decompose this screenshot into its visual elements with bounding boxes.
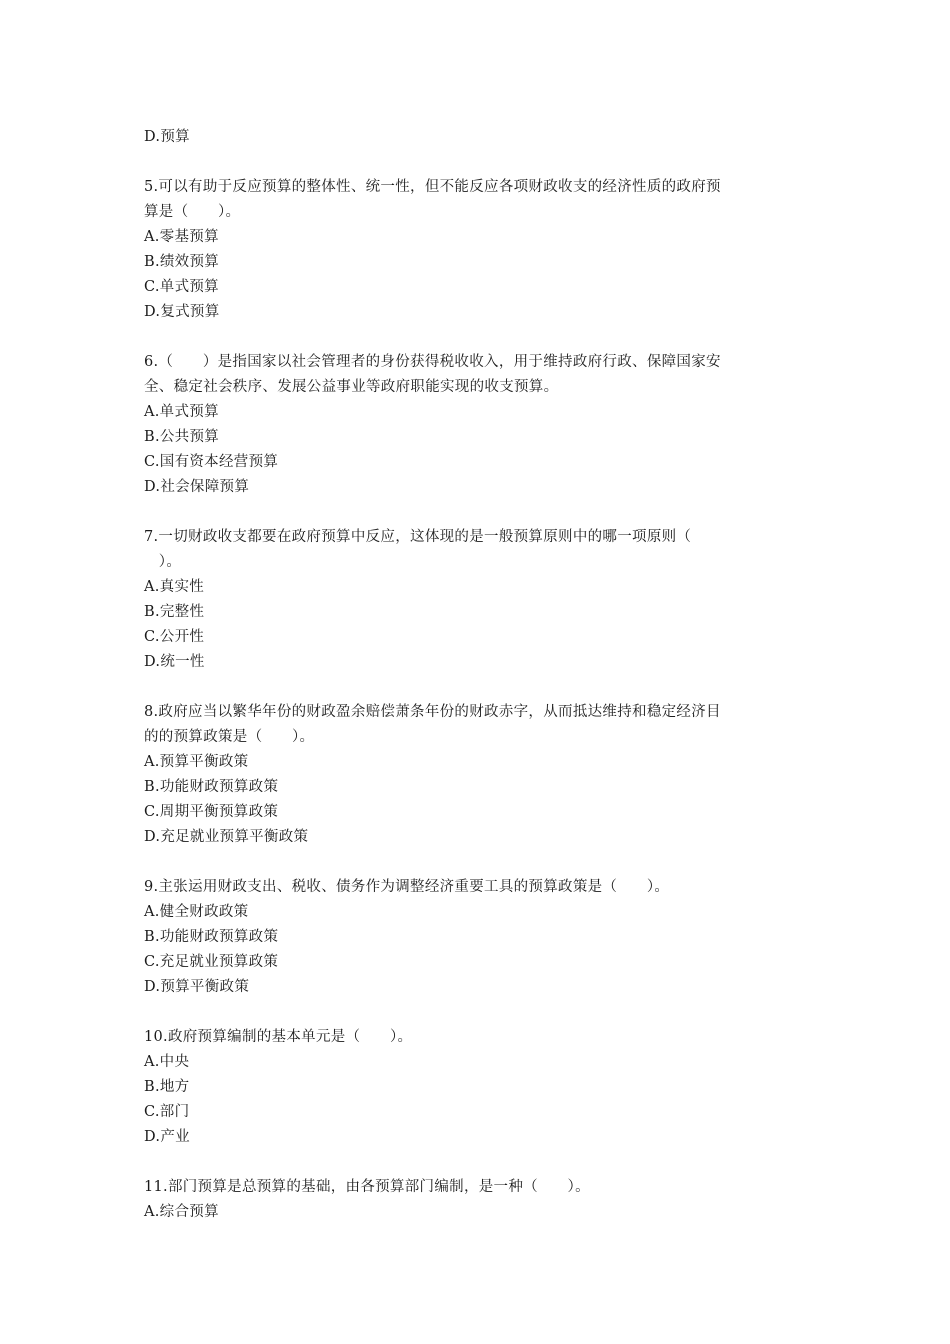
answer-option: A.预算平衡政策 (144, 754, 249, 770)
question-stem-line: 全、稳定社会秩序、发展公益事业等政府职能实现的收支预算。 (144, 379, 559, 395)
answer-option: B.公共预算 (144, 429, 220, 445)
question-stem-line: 8.政府应当以繁华年份的财政盈余赔偿萧条年份的财政赤字，从而抵达维持和稳定经济目 (144, 704, 721, 720)
answer-option: C.周期平衡预算政策 (144, 804, 279, 820)
question-stem-line: 7.一切财政收支都要在政府预算中反应，这体现的是一般预算原则中的哪一项原则（ (144, 529, 692, 545)
question-block (144, 875, 804, 1000)
answer-option: A.综合预算 (144, 1204, 219, 1220)
question-block (144, 1175, 804, 1225)
question-stem-line: 9.主张运用财政支出、税收、债务作为调整经济重要工具的预算政策是（ ）。 (144, 879, 670, 895)
answer-option: C.部门 (144, 1104, 190, 1120)
leading-option: D.预算 (144, 129, 190, 145)
answer-option: D.预算平衡政策 (144, 979, 250, 995)
question-stem-line: ）。 (144, 554, 182, 570)
question-stem-line: 10.政府预算编制的基本单元是（ ）。 (144, 1029, 413, 1045)
question-block (144, 525, 804, 675)
answer-option: D.复式预算 (144, 304, 220, 320)
answer-option: B.地方 (144, 1079, 190, 1095)
document-content (144, 125, 804, 1225)
question-block (144, 175, 804, 325)
answer-option: A.零基预算 (144, 229, 219, 245)
answer-option: D.社会保障预算 (144, 479, 250, 495)
question-stem-line: 算是（ ）。 (144, 204, 241, 220)
answer-option: B.绩效预算 (144, 254, 220, 270)
answer-option: C.充足就业预算政策 (144, 954, 279, 970)
answer-option: A.中央 (144, 1054, 190, 1070)
question-stem-line: 11.部门预算是总预算的基础，由各预算部门编制，是一种（ ）。 (144, 1179, 590, 1195)
answer-option: D.充足就业预算平衡政策 (144, 829, 309, 845)
question-block (144, 350, 804, 500)
question-stem-line: 6.（ ）是指国家以社会管理者的身份获得税收收入，用于维持政府行政、保障国家安 (144, 354, 721, 370)
answer-option: C.单式预算 (144, 279, 219, 295)
question-list (144, 175, 804, 1225)
answer-option: A.健全财政政策 (144, 904, 249, 920)
answer-option: B.完整性 (144, 604, 205, 620)
question-stem-line: 的的预算政策是（ ）。 (144, 729, 315, 745)
answer-option: A.单式预算 (144, 404, 219, 420)
answer-option: D.统一性 (144, 654, 205, 670)
answer-option: A.真实性 (144, 579, 205, 595)
answer-option: D.产业 (144, 1129, 190, 1145)
answer-option: B.功能财政预算政策 (144, 929, 279, 945)
question-stem-line: 5.可以有助于反应预算的整体性、统一性，但不能反应各项财政收支的经济性质的政府预 (144, 179, 721, 195)
answer-option: B.功能财政预算政策 (144, 779, 279, 795)
answer-option: C.公开性 (144, 629, 205, 645)
answer-option: C.国有资本经营预算 (144, 454, 279, 470)
question-block (144, 700, 804, 850)
question-block (144, 1025, 804, 1150)
